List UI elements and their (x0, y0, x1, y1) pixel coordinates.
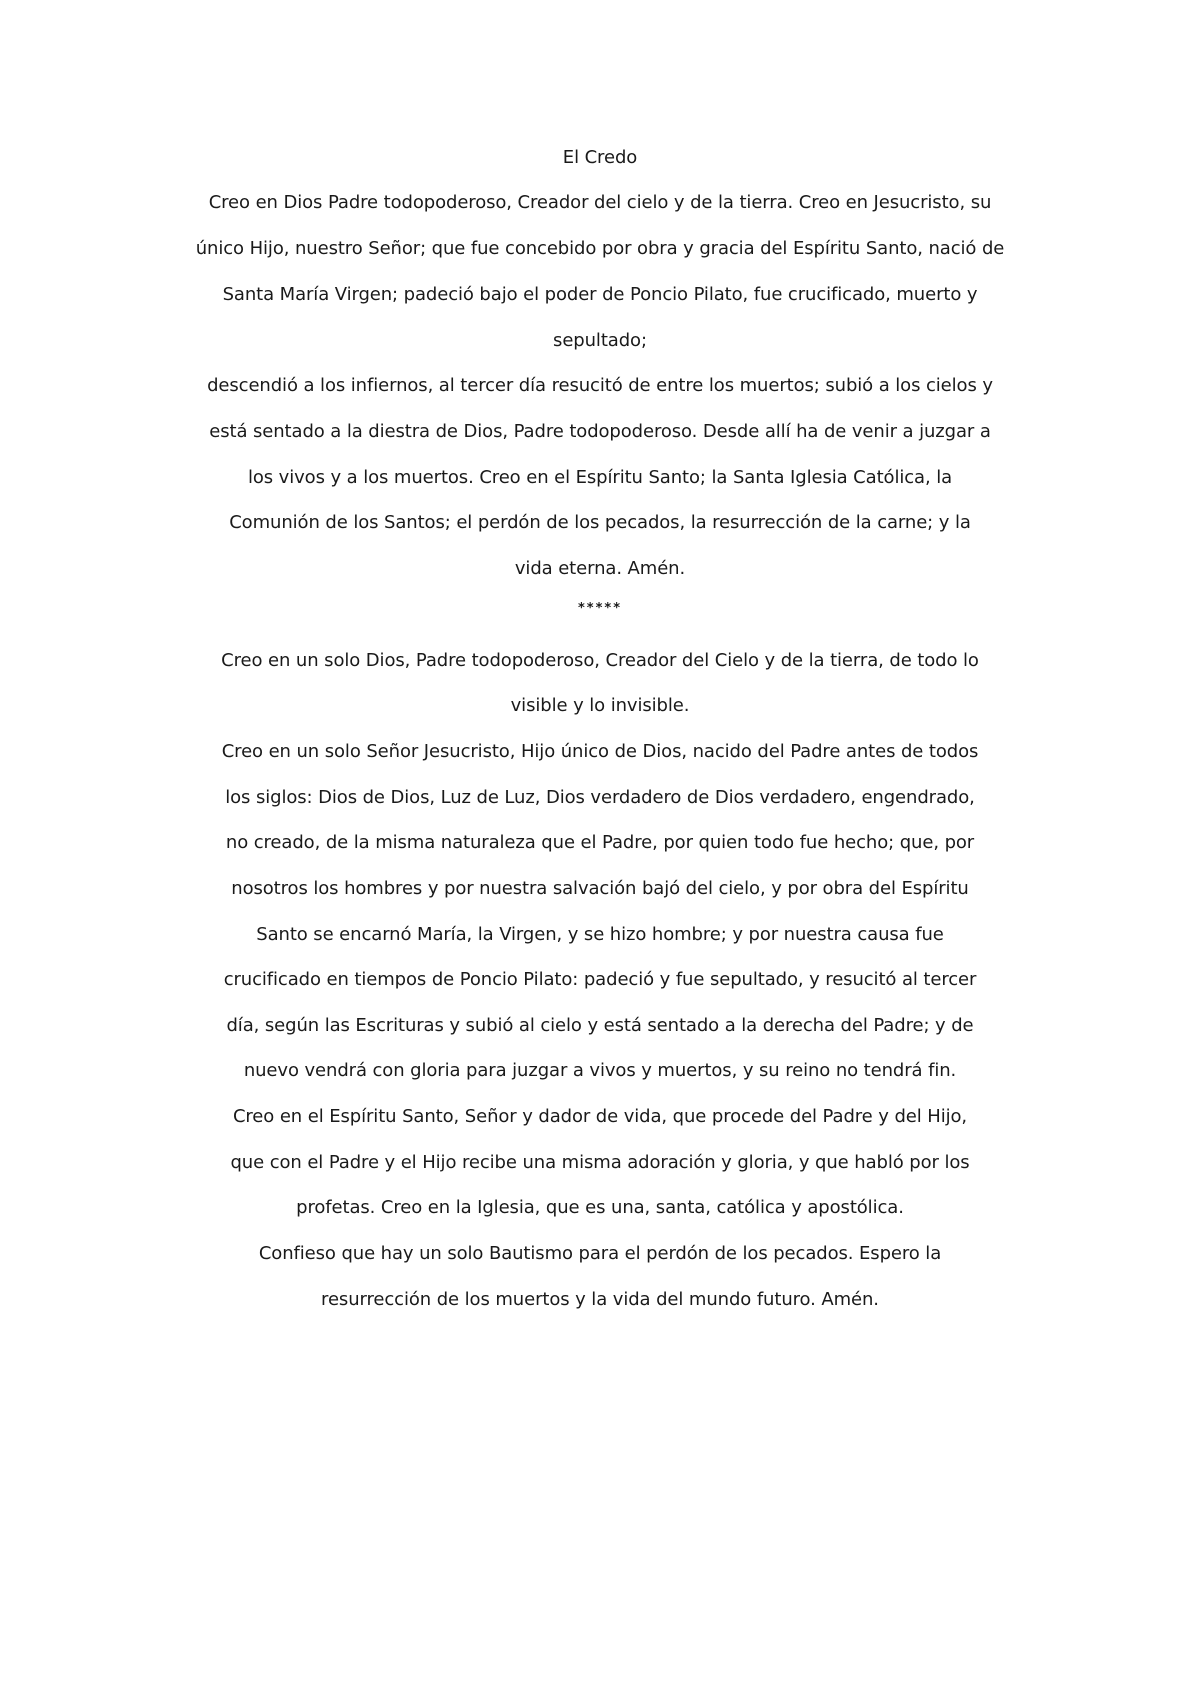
document-title: El Credo (562, 147, 638, 168)
creed-line: los vivos y a los muertos. Creo en el Espíritu Santo; la Santa Iglesia Católica, la (247, 467, 953, 488)
creed-line: único Hijo, nuestro Señor; que fue concebido por obra y gracia del Espíritu Santo, nació de (195, 238, 1005, 259)
nicene-line: crucificado en tiempos de Poncio Pilato: padeció y fue sepultado, y resucitó al tercer (223, 969, 977, 990)
nicene-line: resurrección de los muertos y la vida del mundo futuro. Amén. (321, 1289, 879, 1310)
section-separator: ***** (578, 601, 622, 616)
nicene-line: Creo en un solo Señor Jesucristo, Hijo único de Dios, nacido del Padre antes de todos (221, 741, 979, 762)
nicene-line: día, según las Escrituras y subió al cielo y está sentado a la derecha del Padre; y de (226, 1015, 974, 1036)
nicene-line: los siglos: Dios de Dios, Luz de Luz, Dios verdadero de Dios verdadero, engendrado, (225, 787, 975, 808)
nicene-line: profetas. Creo en la Iglesia, que es una, santa, católica y apostólica. (296, 1197, 904, 1218)
nicene-line: Confieso que hay un solo Bautismo para el perdón de los pecados. Espero la (258, 1243, 942, 1264)
creed-line: descendió a los infiernos, al tercer día resucitó de entre los muertos; subió a los cielos y (207, 375, 993, 396)
creed-line: Comunión de los Santos; el perdón de los pecados, la resurrección de la carne; y la (229, 512, 971, 533)
nicene-line: nosotros los hombres y por nuestra salvación bajó del cielo, y por obra del Espíritu (231, 878, 969, 899)
nicene-line: Creo en un solo Dios, Padre todopoderoso, Creador del Cielo y de la tierra, de todo lo (221, 650, 979, 671)
nicene-line: nuevo vendrá con gloria para juzgar a vivos y muertos, y su reino no tendrá fin. (243, 1060, 957, 1081)
creed-line: sepultado; (553, 330, 647, 351)
creed-line: Creo en Dios Padre todopoderoso, Creador del cielo y de la tierra. Creo en Jesucristo, su (208, 192, 992, 213)
nicene-line: Creo en el Espíritu Santo, Señor y dador de vida, que procede del Padre y del Hijo, (232, 1106, 968, 1127)
creed-line: está sentado a la diestra de Dios, Padre todopoderoso. Desde allí ha de venir a juzgar a (209, 421, 991, 442)
creed-line: Santa María Virgen; padeció bajo el poder de Poncio Pilato, fue crucificado, muerto y (222, 284, 978, 305)
creed-line: vida eterna. Amén. (514, 558, 686, 579)
nicene-line: Santo se encarnó María, la Virgen, y se hizo hombre; y por nuestra causa fue (256, 924, 944, 945)
nicene-line: no creado, de la misma naturaleza que el Padre, por quien todo fue hecho; que, por (225, 832, 975, 853)
nicene-line: que con el Padre y el Hijo recibe una misma adoración y gloria, y que habló por los (230, 1152, 970, 1173)
nicene-line: visible y lo invisible. (510, 695, 690, 716)
